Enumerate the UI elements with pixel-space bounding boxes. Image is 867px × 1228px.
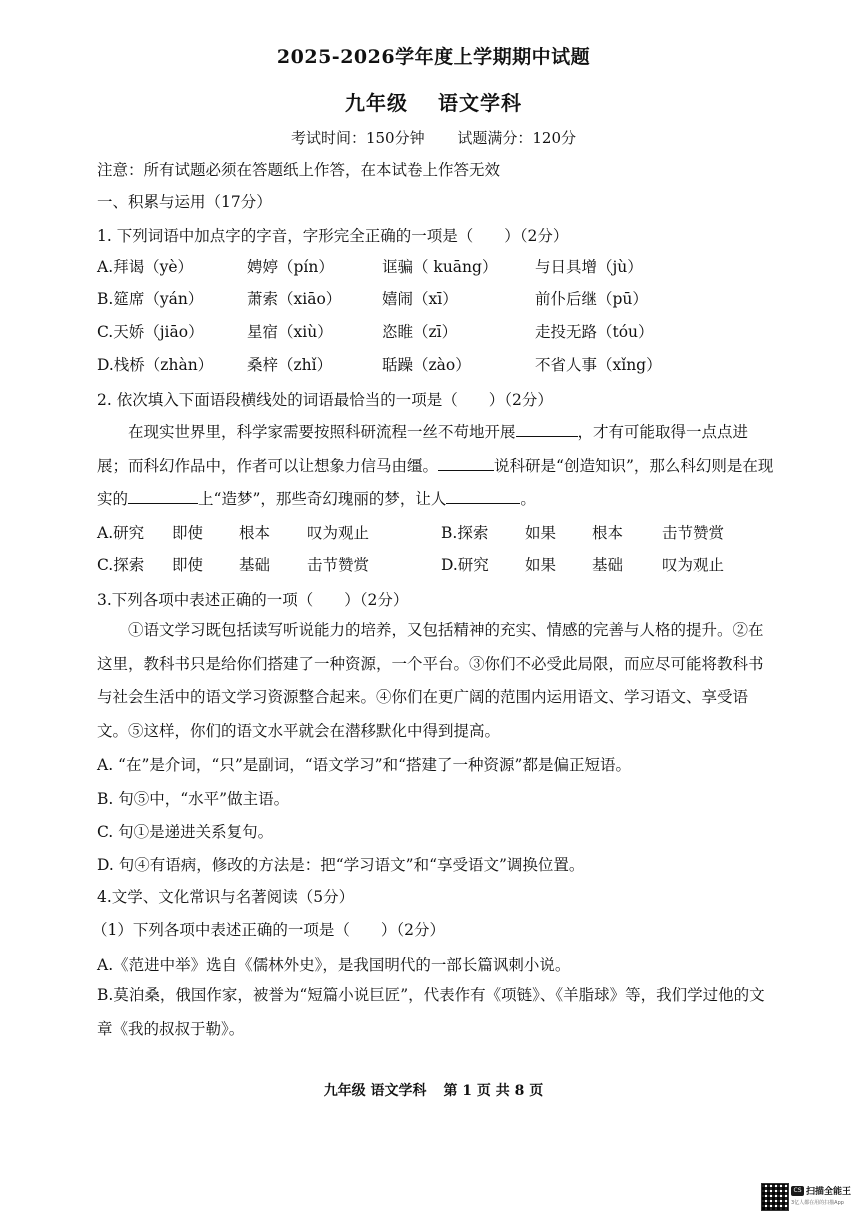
question-2-stem: 2. 依次填入下面语段横线处的词语最恰当的一项是（ ）（2分）	[97, 391, 553, 409]
question-3-stem: 3.下列各项中表述正确的一项（ ）（2分）	[97, 591, 409, 609]
q2-option-word: D.研究	[441, 556, 489, 574]
question-3-passage: ①语文学习既包括读写听说能力的培养，又包括精神的充实、情感的完善与人格的提升。②在这里，教科书只是给你们搭建了一种资源，一个平台。③你们不必受此局限，而应尽可能将教科书与社会生活中的语文学习资源整合起来。④你们在更广阔的范围内运用语文、学习语文、享受语文。⑤这样，你们的语文水平就会在潜移默化中得到提高。	[97, 621, 764, 740]
footer-page-number: 第 1 页 共 8 页	[443, 1083, 544, 1099]
passage-text: 说科研是“创造知识”，那么科	[494, 456, 696, 475]
question-4-sub1: （1）下列各项中表述正确的一项是（ ）（2分）	[92, 921, 445, 939]
q1-option-word: 星宿（xiù）	[247, 323, 333, 341]
section-heading: 一、积累与运用（17分）	[97, 193, 272, 211]
q1-option-word: 与日具增（jù）	[535, 258, 643, 276]
q2-option-word: C.探索	[97, 556, 145, 574]
q2-option-word: 击节赞赏	[307, 556, 370, 574]
q1-option-word: 恣睢（zī）	[382, 323, 458, 341]
fill-blank	[128, 487, 198, 504]
q1-option-word: A.拜谒（yè）	[97, 258, 194, 276]
passage-text: 上“造梦”，那些奇幻瑰丽的梦，让人	[198, 490, 447, 508]
question-1-stem: 1. 下列词语中加点字的字音，字形完全正确的一项是（ ）（2分）	[97, 227, 569, 245]
q1-option-word: 前仆后继（pū）	[535, 290, 648, 308]
grade-label: 九年级	[345, 91, 408, 115]
camscanner-logo-icon: CS	[791, 1186, 804, 1196]
q3-option-b: B. 句⑤中，“水平”做主语。	[97, 790, 290, 808]
q1-option-word: B.筵席（yán）	[97, 290, 204, 308]
q2-option-word: 如果	[525, 556, 557, 574]
q1-option-word: 走投无路（tóu）	[535, 323, 654, 341]
q1-option-row	[97, 255, 777, 279]
q2-option-word: 根本	[239, 524, 271, 542]
q2-option-word: 即使	[172, 556, 204, 574]
q1-option-word: 聒躁（zào）	[382, 356, 471, 374]
q1-option-word: 诓骗（ kuāng）	[382, 258, 498, 276]
q1-option-row	[97, 353, 777, 377]
q3-option-a: A. “在”是介词，“只”是副词，“语文学习”和“搭建了一种资源”都是偏正短语。	[97, 756, 631, 774]
exam-subtitle	[0, 87, 867, 116]
q1-option-word: 嬉闹（xī）	[382, 290, 458, 308]
q1-option-word: 桑梓（zhǐ）	[247, 356, 333, 374]
q1-option-row	[97, 320, 777, 344]
q3-option-c: C. 句①是递进关系复句。	[97, 823, 274, 841]
q1-option-word: C.天娇（jiāo）	[97, 323, 204, 341]
q2-option-word: 基础	[239, 556, 271, 574]
q2-option-word: 叹为观止	[662, 556, 725, 574]
q1-option-row	[97, 287, 777, 311]
footer-subject: 九年级 语文学科	[323, 1083, 427, 1099]
q1-option-word: 不省人事（xǐng）	[535, 356, 662, 374]
q2-option-word: 叹为观止	[307, 524, 370, 542]
passage-text: 幻则是在现实的	[97, 456, 774, 508]
q2-option-word: 即使	[172, 524, 204, 542]
fill-blank	[438, 454, 494, 471]
scanner-watermark	[791, 1184, 853, 1210]
exam-info	[0, 127, 867, 148]
q2-option-word: 击节赞赏	[662, 524, 725, 542]
q2-option-word: B.探索	[441, 524, 489, 542]
q4-option-a: A.《范进中举》选自《儒林外史》，是我国明代的一部长篇讽刺小说。	[97, 956, 571, 974]
question-4-stem: 4.文学、文化常识与名著阅读（5分）	[97, 888, 355, 906]
exam-score: 试题满分：120分	[457, 129, 577, 147]
notice-text: 注意：所有试题必须在答题纸上作答，在本试卷上作答无效	[97, 161, 501, 179]
q4-option-b: B.莫泊桑，俄国作家，被誉为“短篇小说巨匠”，代表作有《项链》、《羊脂球》等，我们学过他的文章《我的叔叔于勒》。	[97, 986, 765, 1038]
q2-option-word: A.研究	[97, 524, 145, 542]
q2-option-word: 如果	[525, 524, 557, 542]
passage-text: 进展；而科幻作品中，作者可以让想象力信马由缰。	[97, 423, 749, 475]
page-footer	[0, 1080, 867, 1100]
q2-option-row	[97, 553, 777, 577]
fill-blank	[446, 487, 520, 504]
scanner-name: 扫描全能王	[806, 1187, 852, 1197]
scanner-tagline: 3亿人都在用的扫描App	[791, 1200, 844, 1206]
fill-blank	[516, 420, 578, 437]
q1-option-word: 萧索（xiāo）	[247, 290, 342, 308]
q1-option-word: 娉婷（pín）	[247, 258, 334, 276]
question-2-passage	[97, 416, 777, 517]
q1-option-word: D.栈桥（zhàn）	[97, 356, 214, 374]
qr-code-icon	[761, 1183, 789, 1211]
exam-time: 考试时间：150分钟	[290, 129, 425, 147]
q3-option-d: D. 句④有语病，修改的方法是：把“学习语文”和“享受语文”调换位置。	[97, 856, 585, 874]
passage-text: 在现实世界里，科学家需要按照科研流程一丝不苟地开展	[128, 423, 516, 441]
subject-label: 语文学科	[438, 91, 522, 115]
exam-title: 2025-2026学年度上学期期中试题	[276, 46, 591, 68]
q2-option-word: 根本	[592, 524, 624, 542]
passage-text: 。	[520, 490, 536, 508]
q2-option-row	[97, 521, 777, 545]
passage-text: ，才有可能取得一点点	[577, 423, 733, 441]
q2-option-word: 基础	[592, 556, 624, 574]
